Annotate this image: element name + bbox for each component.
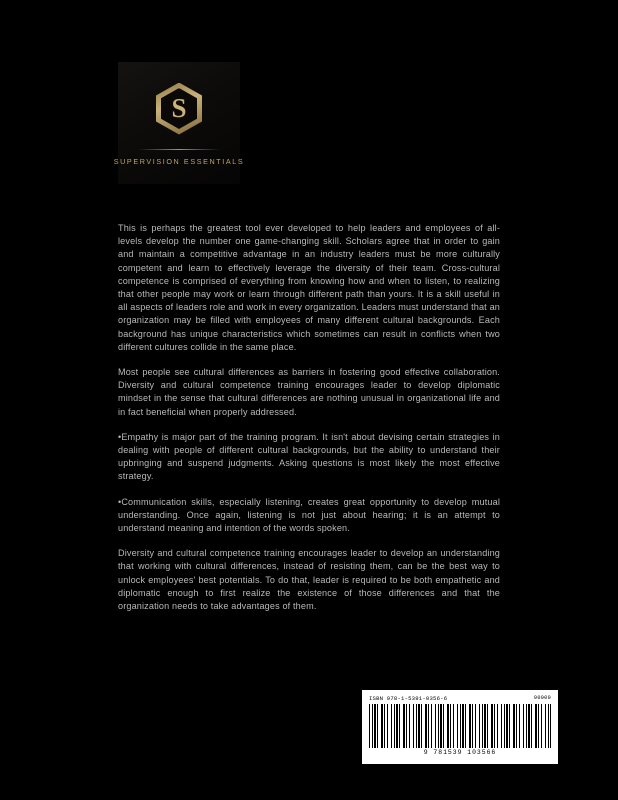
brand-logo <box>113 62 245 184</box>
paragraph-5: Diversity and cultural competence training encourages leader to develop an understanding that working with cultural differences, instead of resisting them, can be the best way to unlock employees' best potentials. To do that, leader is required to be both empathetic and diplomatic enough to first realize the existence of those differences and that the organization needs to take advantages of them. <box>118 548 500 612</box>
paragraph-1: This is perhaps the greatest tool ever developed to help leaders and employees of all-levels develop the number one game-changing skill. Scholars agree that in order to gain and maintain a competitive advantage in an industry leaders must be more culturally competent and learn to effectively leverage the diversity of their team. Cross-cultural competence is comprised of everything from knowing how and when to listen, to realizing that other people may work or learn through different path than yours. It is a skill useful in all aspects of leaders role and work in every organization. Leaders must understand that an organization may be filled with employees of many different cultural backgrounds. Each background has unique characteristics which sometimes can result in conflicts when two different cultures collide in the same place. <box>118 223 500 352</box>
logo-letter: S <box>171 93 187 123</box>
barcode-digits: 9 781539 103566 <box>423 749 497 756</box>
back-cover-copy <box>118 222 500 613</box>
paragraph-3: •Empathy is major part of the training program. It isn't about devising certain strategies in dealing with people of different cultural backgrounds, but the ability to understand their upbringing and suspend judgments. Asking questions is most likely the most effective strategy. <box>118 431 500 482</box>
brand-name: SUPERVISION ESSENTIALS <box>113 156 245 166</box>
paragraph-4: •Communication skills, especially listening, creates great opportunity to develop mutual understanding. Once again, listening is not just about hearing; it is an attempt to understand meaning and intention of the words spoken. <box>118 496 500 534</box>
barcode <box>362 690 558 764</box>
barcode-price-code: 90000 <box>533 695 551 701</box>
paragraph-2: Most people see cultural differences as barriers in fostering good effective collaboration. Diversity and cultural competence training encourages leader to develop diplomatic mindset in the sense that cultural differences are nothing unusual in organizational life and in fact beneficial when properly addressed. <box>118 367 500 417</box>
barcode-isbn-label: ISBN 978-1-5391-0356-6 <box>369 695 448 702</box>
barcode-labels <box>369 695 551 702</box>
logo-divider <box>138 149 220 150</box>
logo-hexagon-icon <box>153 81 205 137</box>
barcode-bars <box>369 704 551 748</box>
